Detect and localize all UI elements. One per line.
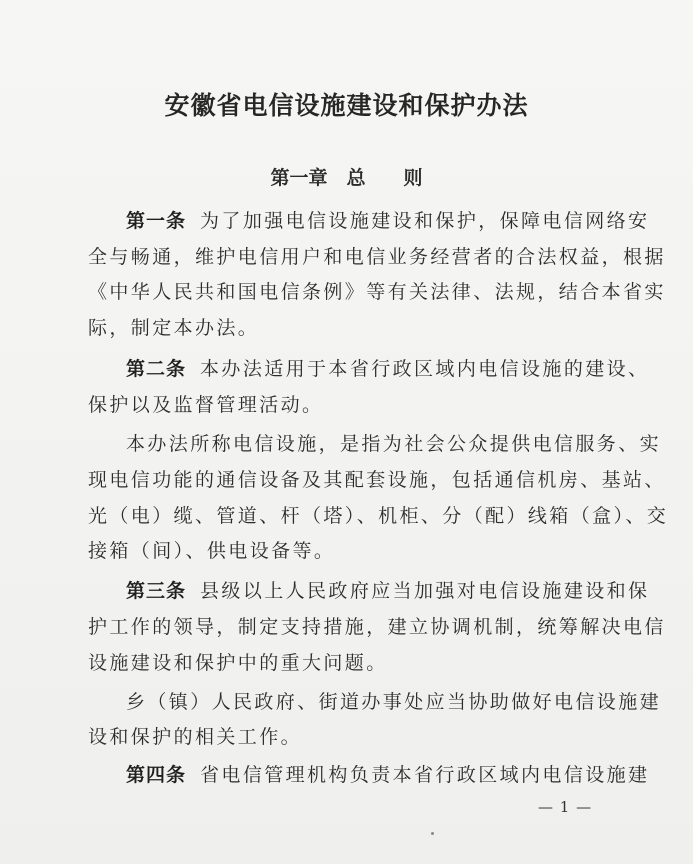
text-line [88,312,259,344]
line-text: 全与畅通，维护电信用户和电信业务经营者的合法权益，根据 [88,246,666,268]
text-line [88,241,666,273]
line-text: 乡（镇）人民政府、街道办事处应当协助做好电信设施建 [126,691,662,713]
text-line [126,353,649,385]
document-title: 安徽省电信设施建设和保护办法 [164,91,529,120]
text-line [88,721,302,753]
line-text: 际，制定本办法。 [88,317,260,339]
chapter-heading: 第一章 总 则 [270,167,423,189]
line-text: 保护以及监督管理活动。 [88,394,324,416]
line-text: 县级以上人民政府应当加强对电信设施建设和保 [200,580,650,602]
line-text: 省电信管理机构负责本省行政区域内电信设施建 [200,764,650,786]
article-label: 第二条 [126,358,187,380]
line-text: 设和保护的相关工作。 [88,726,303,748]
text-line [126,205,649,237]
line-text: 现电信功能的通信设备及其配套设施，包括通信机房、基站、 [88,469,666,491]
line-text: 为了加强电信设施建设和保护，保障电信网络安 [200,210,650,232]
text-line [88,500,668,532]
scan-speck [431,832,434,835]
line-text: 护工作的领导，制定支持措施，建立协调机制，统筹解决电信 [88,616,666,638]
article-label: 第四条 [126,764,187,786]
text-line [88,647,388,679]
text-line [88,464,666,496]
text-line [126,759,649,791]
line-text: 接箱（间）、供电设备等。 [88,540,336,562]
line-text: 光（电）缆、管道、杆（塔）、机柜、分（配）线箱（盒）、交 [88,505,669,527]
text-line [126,428,661,460]
line-text: 设施建设和保护中的重大问题。 [88,652,388,674]
text-line [88,276,666,308]
article-label: 第一条 [126,210,187,232]
article-label: 第三条 [126,580,187,602]
text-line [88,611,666,643]
text-line [88,535,335,567]
line-text: 本办法适用于本省行政区域内电信设施的建设、 [200,358,650,380]
text-line [88,389,323,421]
page-number: — 1 — [538,798,593,816]
line-text: 本办法所称电信设施，是指为社会公众提供电信服务、实 [126,433,662,455]
text-line [126,575,649,607]
text-line [126,686,661,718]
line-text: 《中华人民共和国电信条例》等有关法律、法规，结合本省实 [88,281,666,303]
